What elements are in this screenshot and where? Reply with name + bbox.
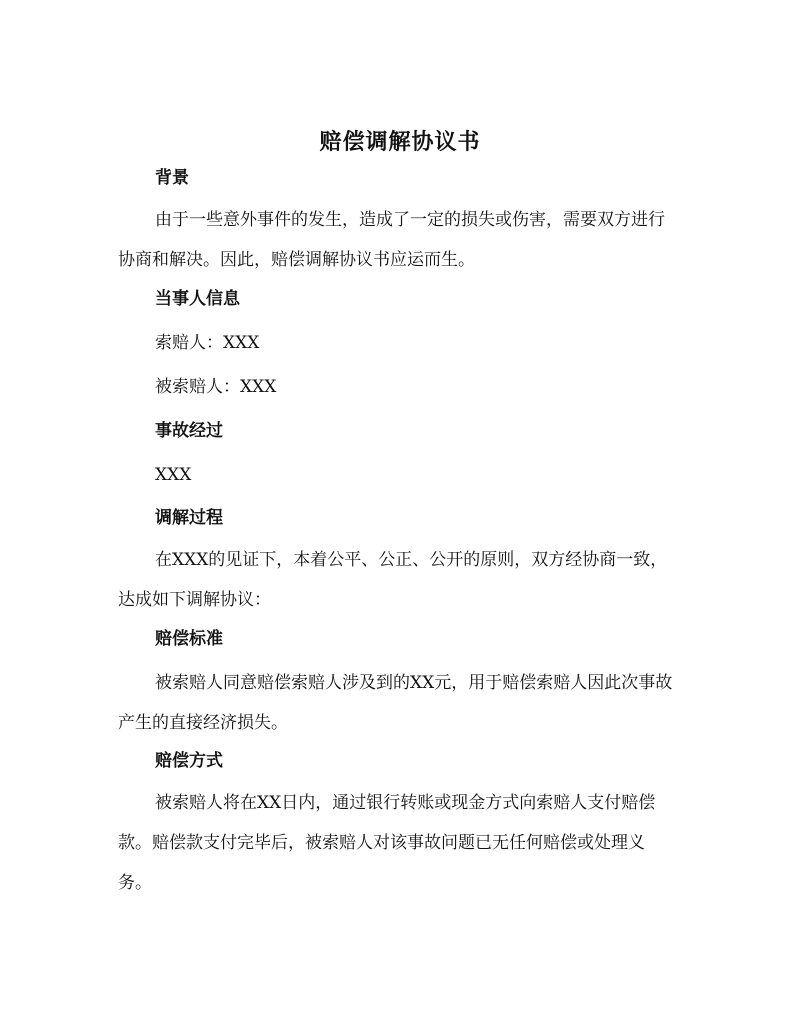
incident-text: XXX bbox=[155, 465, 192, 485]
section-heading-method: 赔偿方式 bbox=[155, 751, 223, 771]
respondent-field: 被索赔人：XXX bbox=[155, 377, 277, 397]
section-heading-standard: 赔偿标准 bbox=[155, 629, 223, 649]
document-title: 赔偿调解协议书 bbox=[319, 129, 481, 155]
section-heading-incident: 事故经过 bbox=[155, 421, 223, 441]
background-paragraph: 由于一些意外事件的发生，造成了一定的损失或伤害，需要双方进行协商和解决。因此，赔偿调解协议书应运而生。 bbox=[118, 210, 665, 270]
standard-paragraph: 被索赔人同意赔偿索赔人涉及到的XX元，用于赔偿索赔人因此次事故产生的直接经济损失。 bbox=[118, 673, 673, 733]
mediation-paragraph: 在XXX的见证下，本着公平、公正、公开的原则，双方经协商一致，达成如下调解协议： bbox=[118, 550, 668, 610]
claimant-field: 索赔人：XXX bbox=[155, 333, 260, 353]
section-heading-mediation: 调解过程 bbox=[155, 508, 223, 528]
method-paragraph: 被索赔人将在XX日内，通过银行转账或现金方式向索赔人支付赔偿款。赔偿款支付完毕后，被索赔人对该事故问题已无任何赔偿或处理义务。 bbox=[118, 793, 656, 893]
section-heading-parties: 当事人信息 bbox=[155, 289, 240, 309]
section-heading-background: 背景 bbox=[155, 168, 189, 188]
